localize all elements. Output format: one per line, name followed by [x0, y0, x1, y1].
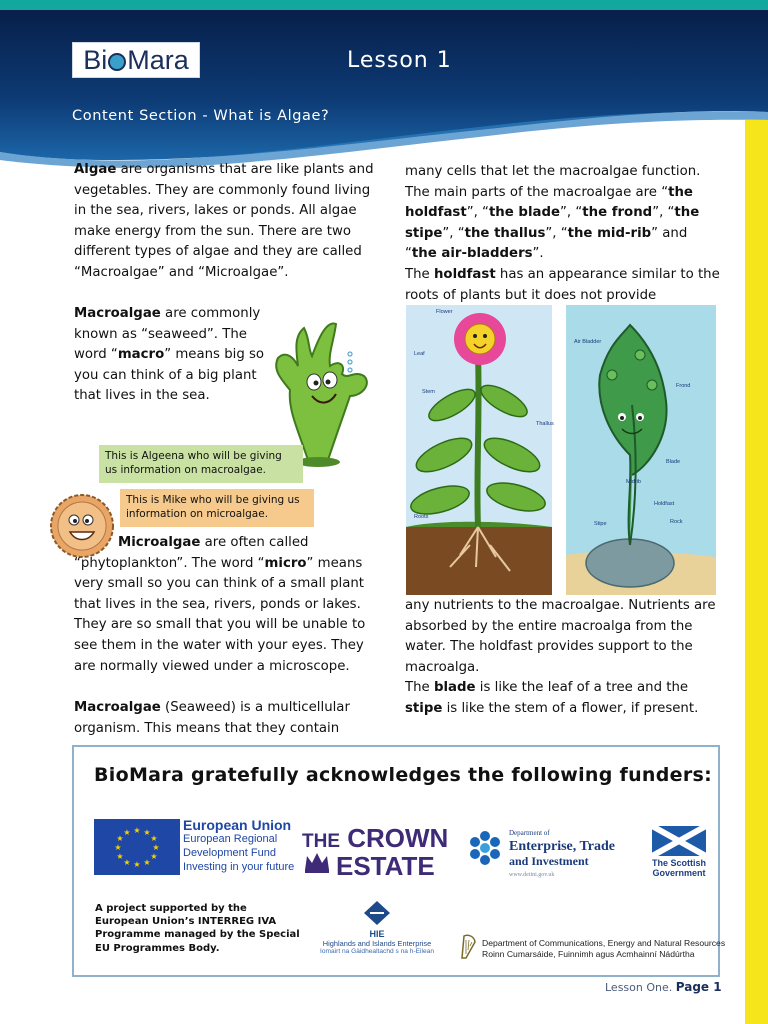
dcenr-logo-text	[482, 938, 725, 960]
holdfast-text-1: has an appearance similar to the roots of plants but it does not provide	[405, 267, 720, 303]
label-frond: Frond	[676, 383, 691, 389]
parts-paragraph	[405, 162, 721, 265]
term-algae: Algae	[74, 162, 117, 177]
eu-flag-icon	[94, 819, 180, 875]
eu-line-1: European Regional	[183, 833, 278, 845]
sep: ”, “	[545, 225, 568, 241]
sep: ”.	[532, 246, 544, 262]
svg-text:★: ★	[133, 826, 141, 835]
crown-icon	[302, 850, 332, 874]
part-blade: the blade	[488, 205, 561, 221]
deti-url: www.detini.gov.uk	[509, 872, 555, 878]
parts-text: many cells that let the macroalgae function. The main parts of the macroalgae are “	[405, 164, 701, 200]
crown-the: THE	[302, 831, 340, 852]
blade-paragraph	[405, 678, 721, 719]
crown-crown: CROWN	[347, 823, 449, 853]
deti-line-2: and Investment	[509, 854, 589, 868]
svg-text:★: ★	[133, 860, 141, 869]
term-macroalgae-2: Macroalgae	[74, 700, 161, 715]
part-mid-rib: the mid-rib	[567, 225, 652, 241]
part-air-bladders: the air-bladders	[411, 246, 533, 262]
logo-letters-bi: Bi	[83, 44, 108, 75]
deti-logo-text	[509, 826, 615, 882]
macroalgae-paragraph	[74, 304, 270, 407]
label-holdfast: Holdfast	[654, 501, 675, 507]
multicellular-paragraph	[74, 698, 386, 739]
eu-line-3: Investing in your future	[183, 861, 295, 873]
logo-letters-mara: Mara	[127, 44, 189, 75]
scottish-saltire-icon	[652, 826, 706, 856]
part-holdfast: the holdfast	[405, 184, 693, 221]
svg-text:★: ★	[143, 858, 151, 867]
svg-text:★: ★	[150, 852, 158, 861]
funders-title: BioMara gratefully acknowledges the following funders:	[94, 764, 713, 786]
part-stipe: the stipe	[405, 205, 700, 241]
hie-gd: Iomairt na Gàidhealtachd s na h-Eilean	[320, 948, 434, 955]
svg-text:★: ★	[143, 828, 151, 837]
part-frond: the frond	[582, 205, 653, 221]
deti-hexagon-icon	[465, 828, 505, 868]
sep: ” and “	[405, 225, 688, 262]
part-thallus: the thallus	[464, 225, 546, 241]
label-rock: Rock	[670, 519, 683, 525]
hie-en: Highlands and Islands Enterprise	[322, 939, 432, 948]
label-flower: Flower	[436, 309, 453, 315]
hie-mark-icon	[362, 899, 392, 927]
label-thallus: Thallus	[536, 421, 554, 427]
flower-seaweed-diagram	[400, 305, 718, 597]
macroalgae-text-1: are commonly known as “seaweed”. The word “	[74, 306, 261, 363]
hie-logo	[313, 899, 441, 961]
logo-globe-icon	[108, 53, 126, 71]
section-title: Content Section - What is Algae?	[72, 108, 330, 124]
side-accent-bar	[745, 120, 768, 1024]
svg-text:★: ★	[114, 843, 122, 852]
label-midrib: Midrib	[626, 479, 641, 485]
holdfast-paragraph-bottom	[405, 596, 721, 678]
dcenr-en: Department of Communications, Energy and Natural Resources	[482, 938, 726, 948]
deti-dept: Department of	[509, 829, 550, 837]
algae-intro-text: are organisms that are like plants and vegetables. They are commonly found living in the sea, rivers, lakes or ponds. All algae make energy from the sun. There are two different types of algae and they are called “Macroalgae” and “Microalgae”.	[74, 162, 374, 280]
microalgae-text-2: ” means very small so you can think of a small plant that lives in the sea, rivers, ponds or lakes. They are so small that you will be unable to see them in the water with your eyes. They are normally viewed under a microscope.	[74, 555, 366, 674]
sep: ”, “	[466, 205, 489, 221]
term-stipe: stipe	[405, 700, 443, 716]
mike-callout: This is Mike who will be giving us information on microalgae.	[120, 489, 314, 527]
label-roots: Roots	[414, 514, 429, 520]
svg-text:★: ★	[123, 858, 131, 867]
page-footer	[605, 980, 722, 994]
svg-text:★: ★	[116, 834, 124, 843]
label-blade: Blade	[666, 459, 681, 465]
hie-abbr: HIE	[369, 929, 385, 939]
term-holdfast: holdfast	[433, 267, 496, 282]
scot-line-2: Government	[652, 868, 706, 878]
interreg-project-statement: A project supported by the European Union’s INTERREG IVA Programme managed by the Special EU Programmes Body.	[95, 903, 300, 954]
microalgae-paragraph	[74, 533, 386, 677]
scot-line-1: The Scottish	[651, 858, 706, 868]
svg-text:★: ★	[150, 834, 158, 843]
svg-text:★: ★	[116, 852, 124, 861]
deti-line-1: Enterprise, Trade	[509, 839, 616, 854]
svg-text:★: ★	[152, 843, 160, 852]
footer-dot: .	[668, 981, 676, 994]
blade-end: is like the stem of a flower, if present.	[442, 700, 699, 716]
dcenr-ga: Roinn Cumarsáide, Fuinnimh agus Acmhainní Nádúrtha	[482, 949, 695, 959]
term-micro: micro	[264, 555, 307, 571]
holdfast-text-2: any nutrients to the macroalgae. Nutrients are absorbed by the entire macroalga from the water. The holdfast provides support to the macroalga.	[405, 598, 716, 675]
harp-icon	[458, 932, 478, 960]
footer-lesson: Lesson One	[605, 981, 669, 994]
term-microalgae: Microalgae	[118, 535, 201, 550]
sep: ”, “	[560, 205, 583, 221]
crown-estate: ESTATE	[336, 851, 435, 881]
label-stipe: Stipe	[594, 521, 607, 527]
blade-pre: The	[405, 680, 434, 695]
biomara-logo	[72, 42, 200, 78]
term-blade: blade	[433, 680, 476, 695]
multicellular-text: (Seaweed) is a multicellular organism. This means that they contain	[74, 700, 350, 736]
algeena-callout: This is Algeena who will be giving us information on macroalgae.	[99, 445, 303, 483]
sep: ”, “	[652, 205, 675, 221]
algae-intro-paragraph	[74, 160, 386, 284]
eu-logo-text	[183, 818, 294, 874]
eu-line-2: Development Fund	[183, 847, 276, 859]
microalgae-text-1: are often called “phytoplankton”. The word “	[74, 535, 309, 571]
lesson-title: Lesson 1	[347, 48, 452, 73]
holdfast-paragraph-top	[405, 265, 721, 306]
eu-name: European Union	[183, 817, 292, 833]
footer-page-number: Page 1	[675, 980, 722, 994]
label-stem: Stem	[422, 389, 435, 395]
blade-mid: is like the leaf of a tree and the	[475, 680, 689, 695]
term-macroalgae: Macroalgae	[74, 306, 161, 321]
header-banner	[0, 0, 768, 175]
label-air-bladder: Air Bladder	[574, 339, 602, 345]
macroalgae-text-2: ” means big so you can think of a big plant that lives in the sea.	[74, 347, 265, 404]
svg-text:★: ★	[123, 828, 131, 837]
holdfast-pre: The	[405, 267, 434, 282]
sep: ”, “	[442, 225, 465, 241]
label-leaf: Leaf	[414, 351, 425, 357]
term-macro: macro	[117, 347, 165, 363]
scottish-government-text	[646, 858, 712, 878]
